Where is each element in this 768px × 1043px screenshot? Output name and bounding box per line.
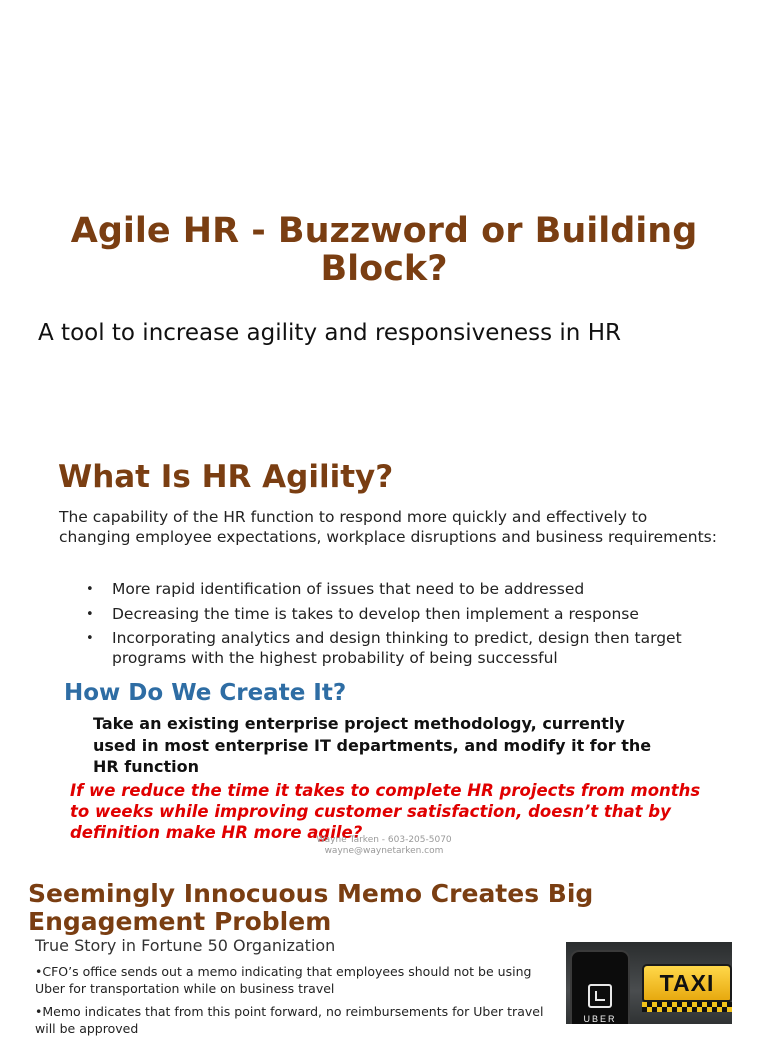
slide2-footer [0,835,768,857]
slide2-callout: If we reduce the time it takes to complete HR projects from months to weeks while improving customer satisfaction, doesn’t that by definition make HR more agile? [70,781,701,842]
checker-stripe [642,1002,732,1012]
slide3-subtitle: True Story in Fortune 50 Organization [35,936,336,955]
slide3-title: Seemingly Innocuous Memo Creates Big Engagement Problem [28,879,594,936]
footer-contact: Wayne Tarken - 603-205-5070 [316,835,452,845]
slide-title [0,0,768,430]
slide2-bullet-list [86,580,726,673]
uber-taxi-photo [566,942,732,1024]
slide2-title: What Is HR Agility? [58,459,394,495]
footer-email: wayne@waynetarken.com [324,846,444,856]
slide-memo-story [0,870,768,1036]
phone-icon [570,950,630,1024]
phone-label: UBER [583,1014,617,1024]
slide2-intro: The capability of the HR function to respond more quickly and effectively to changing employee expectations, workplace disruptions and business requirements: [59,508,717,546]
uber-logo-icon [588,984,612,1008]
slide1-subtitle: A tool to increase agility and responsiveness in HR [38,320,621,346]
slide-hr-agility [0,440,768,860]
bullet-item: • More rapid identification of issues that need to be addressed [86,580,585,598]
slide1-title: Agile HR - Buzzword or Building Block? [70,211,698,289]
taxi-sign-text: TAXI [659,969,715,996]
slide2-body: Take an existing enterprise project methodology, currently used in most enterprise IT departments, and modify it for the HR function [93,714,652,776]
bullet-dot-icon: • [86,606,94,622]
slide3-bullet-list [35,963,545,1043]
taxi-sign-icon [642,964,732,1002]
bullet-item: • Decreasing the time is takes to develop then implement a response [86,604,639,623]
bullet-item: •Memo indicates that from this point forward, no reimbursements for Uber travel will be approved [35,1004,544,1036]
slide2-subheading: How Do We Create It? [64,680,347,706]
bullet-dot-icon: • [86,582,94,597]
bullet-dot-icon: • [86,631,94,646]
bullet-item: •CFO’s office sends out a memo indicating that employees should not be using Uber for transportation while on business travel [35,964,532,996]
bullet-item: • Incorporating analytics and design thinking to predict, design then target programs with the highest probability of being successful [86,629,682,667]
